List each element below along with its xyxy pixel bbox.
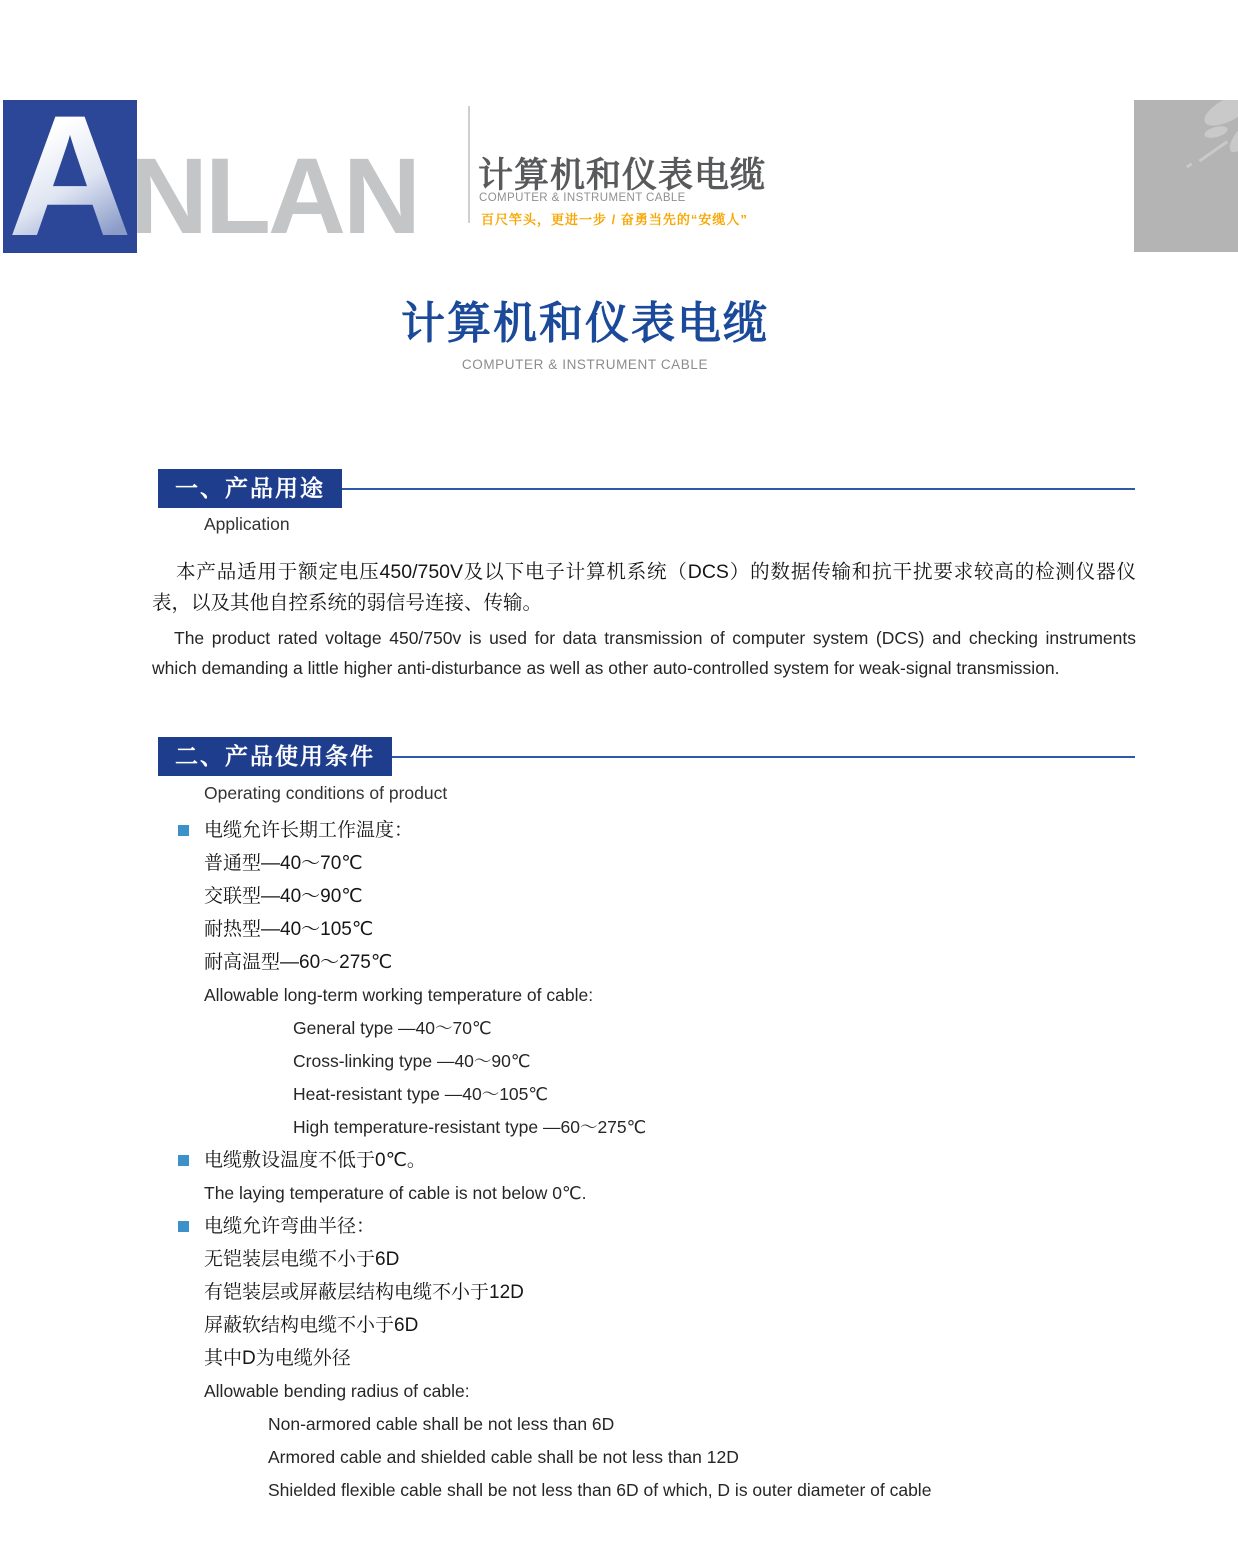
list-item-text: 耐高温型—60～275℃: [204, 952, 393, 973]
brand-product-subtitle: COMPUTER & INSTRUMENT CABLE: [479, 192, 686, 204]
list-item-text: Cross-linking type —40～90℃: [293, 1051, 531, 1071]
section1-heading-bar: [158, 469, 1135, 508]
list-item: [0, 1177, 1238, 1210]
section1-heading-line: [342, 488, 1135, 490]
page-subtitle: COMPUTER & INSTRUMENT CABLE: [461, 356, 709, 372]
list-item: [0, 1012, 1238, 1045]
section2-heading-line: [392, 756, 1135, 758]
list-item-text: 普通型—40～70℃: [204, 853, 363, 874]
logo: [3, 100, 137, 253]
list-item: [0, 814, 1238, 847]
list-item: [0, 1276, 1238, 1309]
list-item-text: 耐热型—40～105℃: [204, 919, 374, 940]
list-item-text: 电缆敷设温度不低于0℃。: [204, 1150, 426, 1171]
bullet-square-icon: [178, 825, 189, 836]
list-item-text: 电缆允许弯曲半径：: [204, 1216, 376, 1237]
conditions-list: [0, 814, 1238, 1507]
logo-letter-a: A: [3, 100, 137, 253]
section1-heading-box: 一、产品用途: [158, 469, 342, 508]
list-item-text: 屏蔽软结构电缆不小于6D: [204, 1315, 419, 1336]
list-item-text: Non-armored cable shall be not less than 6D: [268, 1414, 615, 1434]
brand-product-title: 计算机和仪表电缆: [478, 156, 767, 195]
list-item-text: Armored cable and shielded cable shall be not less than 12D: [268, 1447, 739, 1467]
list-item-text: 电缆允许长期工作温度：: [204, 820, 414, 841]
list-item-text: 有铠装层或屏蔽层结构电缆不小于12D: [204, 1282, 524, 1303]
header-divider: [468, 106, 470, 223]
page-title-block: [0, 299, 1170, 372]
list-item: [0, 880, 1238, 913]
section1-subtitle-en: Application: [204, 514, 290, 534]
application-paragraph-en: The product rated voltage 450/750v is used for data transmission of computer system (DCS) and checking instruments which demanding a little higher anti-disturbance as well as other auto-controlled system for weak-signal transmission.: [152, 628, 1136, 678]
list-item: [0, 1375, 1238, 1408]
list-item-text: General type —40～70℃: [293, 1018, 492, 1038]
section2-heading-box: 二、产品使用条件: [158, 737, 392, 776]
list-item: [0, 946, 1238, 979]
list-item: [0, 1309, 1238, 1342]
list-item: [0, 1408, 1238, 1441]
list-item-text: 无铠装层电缆不小于6D: [204, 1249, 400, 1270]
list-item: [0, 847, 1238, 880]
list-item-text: Allowable long-term working temperature of cable:: [204, 985, 594, 1005]
list-item: [0, 1210, 1238, 1243]
list-item: [0, 1111, 1238, 1144]
list-item: [0, 913, 1238, 946]
list-item: [0, 979, 1238, 1012]
list-item: [0, 1474, 1238, 1507]
page-title: 计算机和仪表电缆: [401, 299, 769, 348]
logo-text-nlan: NLAN: [130, 135, 418, 256]
list-item: [0, 1441, 1238, 1474]
bullet-square-icon: [178, 1221, 189, 1232]
list-item: [0, 1342, 1238, 1375]
list-item: [0, 1144, 1238, 1177]
brand-tagline: 百尺竿头，更进一步 / 奋勇当先的“安缆人”: [481, 212, 748, 227]
list-item-text: Allowable bending radius of cable:: [204, 1381, 470, 1401]
list-item-text: Shielded flexible cable shall be not less than 6D of which, D is outer diameter of cable: [268, 1480, 932, 1500]
list-item-text: The laying temperature of cable is not below 0℃.: [204, 1183, 587, 1203]
section2-subtitle-en: Operating conditions of product: [204, 783, 448, 803]
application-paragraph-zh: 本产品适用于额定电压450/750V及以下电子计算机系统（DCS）的数据传输和抗干扰要求较高的检测仪器仪表，以及其他自控系统的弱信号连接、传输。: [152, 561, 1136, 614]
section2-heading-bar: [158, 737, 1135, 776]
list-item-text: 其中D为电缆外径: [204, 1348, 351, 1369]
list-item-text: High temperature-resistant type —60～275℃: [293, 1117, 647, 1137]
list-item: [0, 1078, 1238, 1111]
list-item: [0, 1243, 1238, 1276]
bullet-square-icon: [178, 1155, 189, 1166]
corner-photo: [1134, 100, 1238, 252]
list-item: [0, 1045, 1238, 1078]
list-item-text: Heat-resistant type —40～105℃: [293, 1084, 549, 1104]
list-item-text: 交联型—40～90℃: [204, 886, 363, 907]
